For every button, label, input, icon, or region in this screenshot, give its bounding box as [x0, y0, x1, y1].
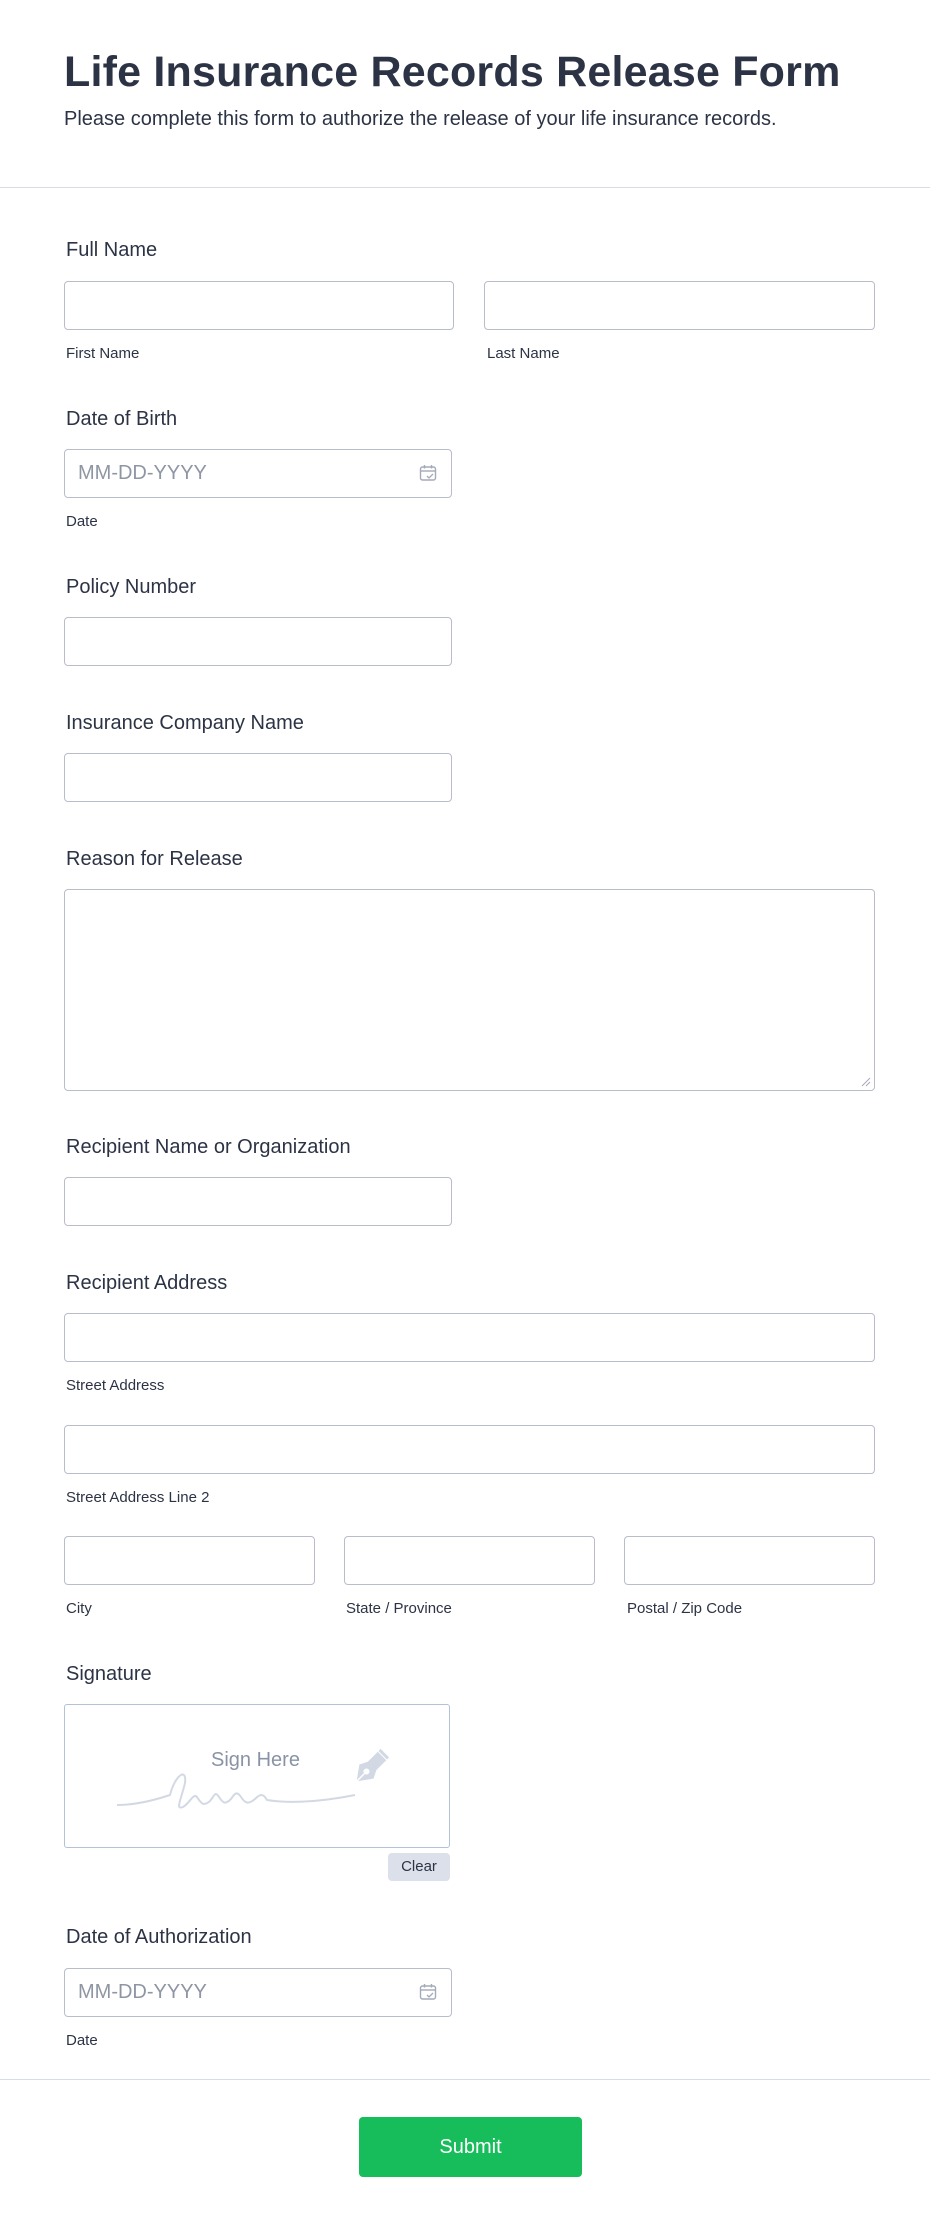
submit-button[interactable]: Submit — [359, 2117, 582, 2177]
last-name-input[interactable] — [484, 281, 875, 330]
form-title: Life Insurance Records Release Form — [64, 48, 841, 96]
sign-here-placeholder: Sign Here — [211, 1749, 300, 1771]
recipient-input[interactable] — [64, 1177, 452, 1226]
zip-input[interactable] — [624, 1536, 875, 1585]
state-input[interactable] — [344, 1536, 595, 1585]
signature-pad[interactable] — [64, 1704, 450, 1848]
first-name-input[interactable] — [64, 281, 454, 330]
city-sublabel: City — [66, 1600, 92, 1617]
last-name-sublabel: Last Name — [487, 345, 560, 362]
resize-handle-icon[interactable] — [861, 1077, 871, 1087]
footer-divider — [0, 2079, 930, 2080]
dob-label: Date of Birth — [66, 408, 178, 430]
auth-date-input[interactable] — [64, 1968, 452, 2017]
policy-number-label: Policy Number — [66, 576, 197, 598]
auth-date-placeholder: MM-DD-YYYY — [78, 1981, 207, 2003]
company-label: Insurance Company Name — [66, 712, 304, 734]
city-input[interactable] — [64, 1536, 315, 1585]
street-address-2-input[interactable] — [64, 1425, 875, 1474]
dob-placeholder: MM-DD-YYYY — [78, 462, 207, 484]
header-divider — [0, 187, 930, 188]
pen-nib-icon — [347, 1745, 393, 1791]
auth-date-label: Date of Authorization — [66, 1926, 252, 1948]
reason-label: Reason for Release — [66, 848, 243, 870]
street-address-2-sublabel: Street Address Line 2 — [66, 1489, 210, 1506]
recipient-label: Recipient Name or Organization — [66, 1136, 351, 1158]
calendar-icon[interactable] — [419, 464, 437, 482]
street-address-input[interactable] — [64, 1313, 875, 1362]
full-name-label: Full Name — [66, 239, 158, 261]
zip-sublabel: Postal / Zip Code — [627, 1600, 743, 1617]
dob-input[interactable] — [64, 449, 452, 498]
address-label: Recipient Address — [66, 1272, 228, 1294]
dob-sublabel: Date — [66, 513, 98, 530]
auth-date-sublabel: Date — [66, 2032, 98, 2049]
calendar-icon[interactable] — [419, 1983, 437, 2001]
signature-label: Signature — [66, 1663, 152, 1685]
first-name-sublabel: First Name — [66, 345, 140, 362]
reason-textarea[interactable] — [64, 889, 875, 1091]
form-subtitle: Please complete this form to authorize the release of your life insurance records. — [64, 108, 777, 130]
company-input[interactable] — [64, 753, 452, 802]
state-sublabel: State / Province — [346, 1600, 452, 1617]
clear-signature-button[interactable]: Clear — [388, 1853, 450, 1881]
street-address-sublabel: Street Address — [66, 1377, 165, 1394]
policy-number-input[interactable] — [64, 617, 452, 666]
